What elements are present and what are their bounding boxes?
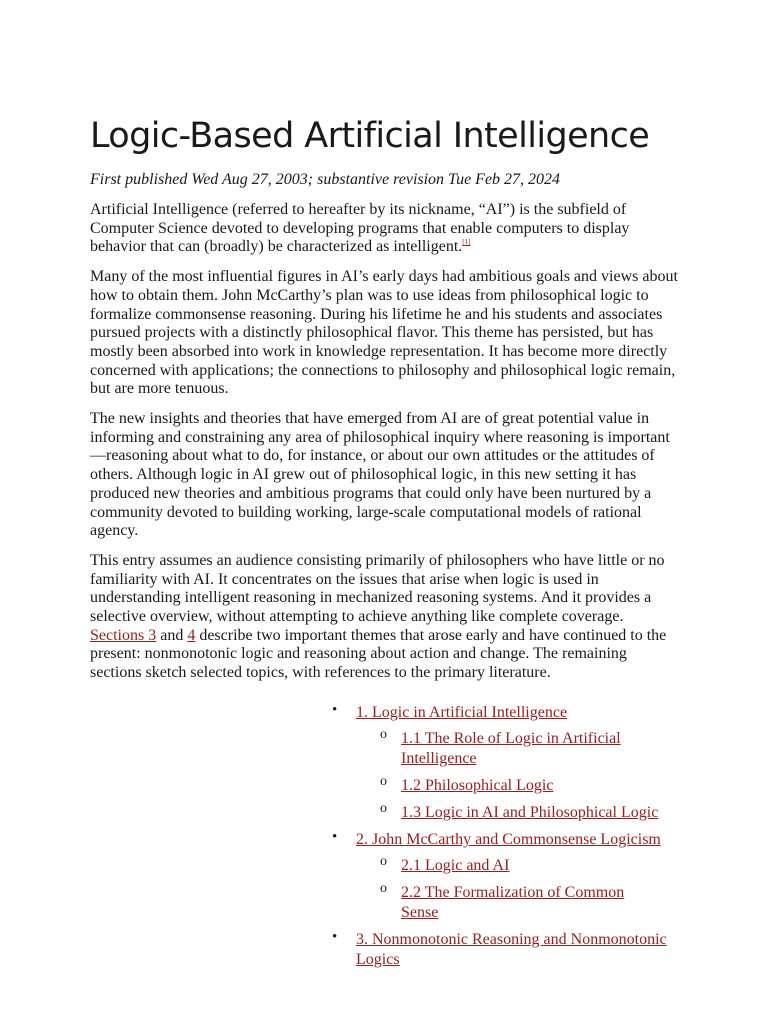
circle-bullet-icon: o xyxy=(380,853,387,869)
toc-link-section-3[interactable]: 3. Nonmonotonic Reasoning and Nonmonotonic Logics xyxy=(356,930,667,968)
circle-bullet-icon: o xyxy=(380,726,387,742)
intro-paragraph-3: The new insights and theories that have emerged from AI are of great potential value in informing and constraining any area of philosophical inquiry where reasoning is important—reasoning about what to do, for instance, or about our own attitudes or the attitudes of others. Although logic in AI grew out of philosophical logic, in this new setting it has produced new theories and ambitious programs that could only have been nurtured by a community devoted to building working, large-scale computational models of rational agency. xyxy=(90,410,670,540)
intro-paragraph-1-text: Artificial Intelligence (referred to hereafter by its nickname, “AI”) is the subfield of Computer Science devoted to developing programs that enable computers to display behavior that can (broadly) be characterized as intelligent. xyxy=(90,201,630,256)
toc-link-section-2-2[interactable]: 2.2 The Formalization of Common Sense xyxy=(401,883,625,921)
intro-paragraph-4 xyxy=(90,552,678,683)
intro-paragraph-4-text-1: This entry assumes an audience consisting primarily of philosophers who have little or no familiarity with AI. It concentrates on the issues that arise when logic is used in understanding intelligent reasoning in mechanized reasoning systems. And it provides a selective overview, without attempting to achieve anything like complete coverage. xyxy=(90,551,665,626)
toc-item xyxy=(332,930,672,970)
article xyxy=(90,112,678,977)
toc-subitem xyxy=(356,880,661,923)
circle-bullet-icon: o xyxy=(380,880,387,896)
link-section-4[interactable]: 4 xyxy=(187,626,196,644)
toc-item xyxy=(332,703,672,823)
toc-subitem xyxy=(356,726,661,769)
toc-sublist xyxy=(356,726,672,823)
intro-paragraph-4-text-3: describe two important themes that arose early and have continued to the present: nonmonotonic logic and reasoning about action and change. The remaining sections sketch selected topics, with references to the primary literature. xyxy=(90,626,667,682)
circle-bullet-icon: o xyxy=(380,773,387,789)
intro-paragraph-4-text-2: and xyxy=(156,626,188,644)
intro-paragraph-2: Many of the most influential figures in AI’s early days had ambitious goals and views about how to obtain them. John McCarthy’s plan was to use ideas from philosophical logic to formalize commonsense reasoning. During his lifetime he and his students and associates pursued projects with a distinctly philosophical flavor. This theme has persisted, but has mostly been absorbed into work in knowledge representation. It has become more directly concerned with applications; the connections to philosophy and philosophical logic remain, but are more tenuous. xyxy=(90,268,678,398)
circle-bullet-icon: o xyxy=(380,800,387,816)
toc-link-section-2-1[interactable]: 2.1 Logic and AI xyxy=(401,856,510,874)
toc-item xyxy=(332,830,672,923)
toc-link-section-1-3[interactable]: 1.3 Logic in AI and Philosophical Logic xyxy=(401,803,659,821)
publication-info: First published Wed Aug 27, 2003; substantive revision Tue Feb 27, 2024 xyxy=(90,171,561,188)
toc-link-section-1-1[interactable]: 1.1 The Role of Logic in Artificial Intelligence xyxy=(401,729,621,767)
toc-subitem xyxy=(356,853,661,876)
bullet-icon: • xyxy=(332,828,338,845)
toc-link-section-2[interactable]: 2. John McCarthy and Commonsense Logicism xyxy=(356,830,661,848)
bullet-icon: • xyxy=(332,928,338,945)
toc-subitem xyxy=(356,800,661,823)
page-title: Logic-Based Artificial Intelligence xyxy=(90,116,650,156)
table-of-contents xyxy=(332,703,672,970)
bullet-icon: • xyxy=(332,701,338,718)
toc-link-section-1[interactable]: 1. Logic in Artificial Intelligence xyxy=(356,703,568,721)
toc-sublist xyxy=(356,853,672,923)
toc-subitem xyxy=(356,773,661,796)
intro-paragraph-1 xyxy=(90,201,678,257)
footnote-link-1[interactable]: [1] xyxy=(462,238,471,247)
link-section-3[interactable]: Sections 3 xyxy=(90,626,157,644)
toc-link-section-1-2[interactable]: 1.2 Philosophical Logic xyxy=(401,776,554,794)
